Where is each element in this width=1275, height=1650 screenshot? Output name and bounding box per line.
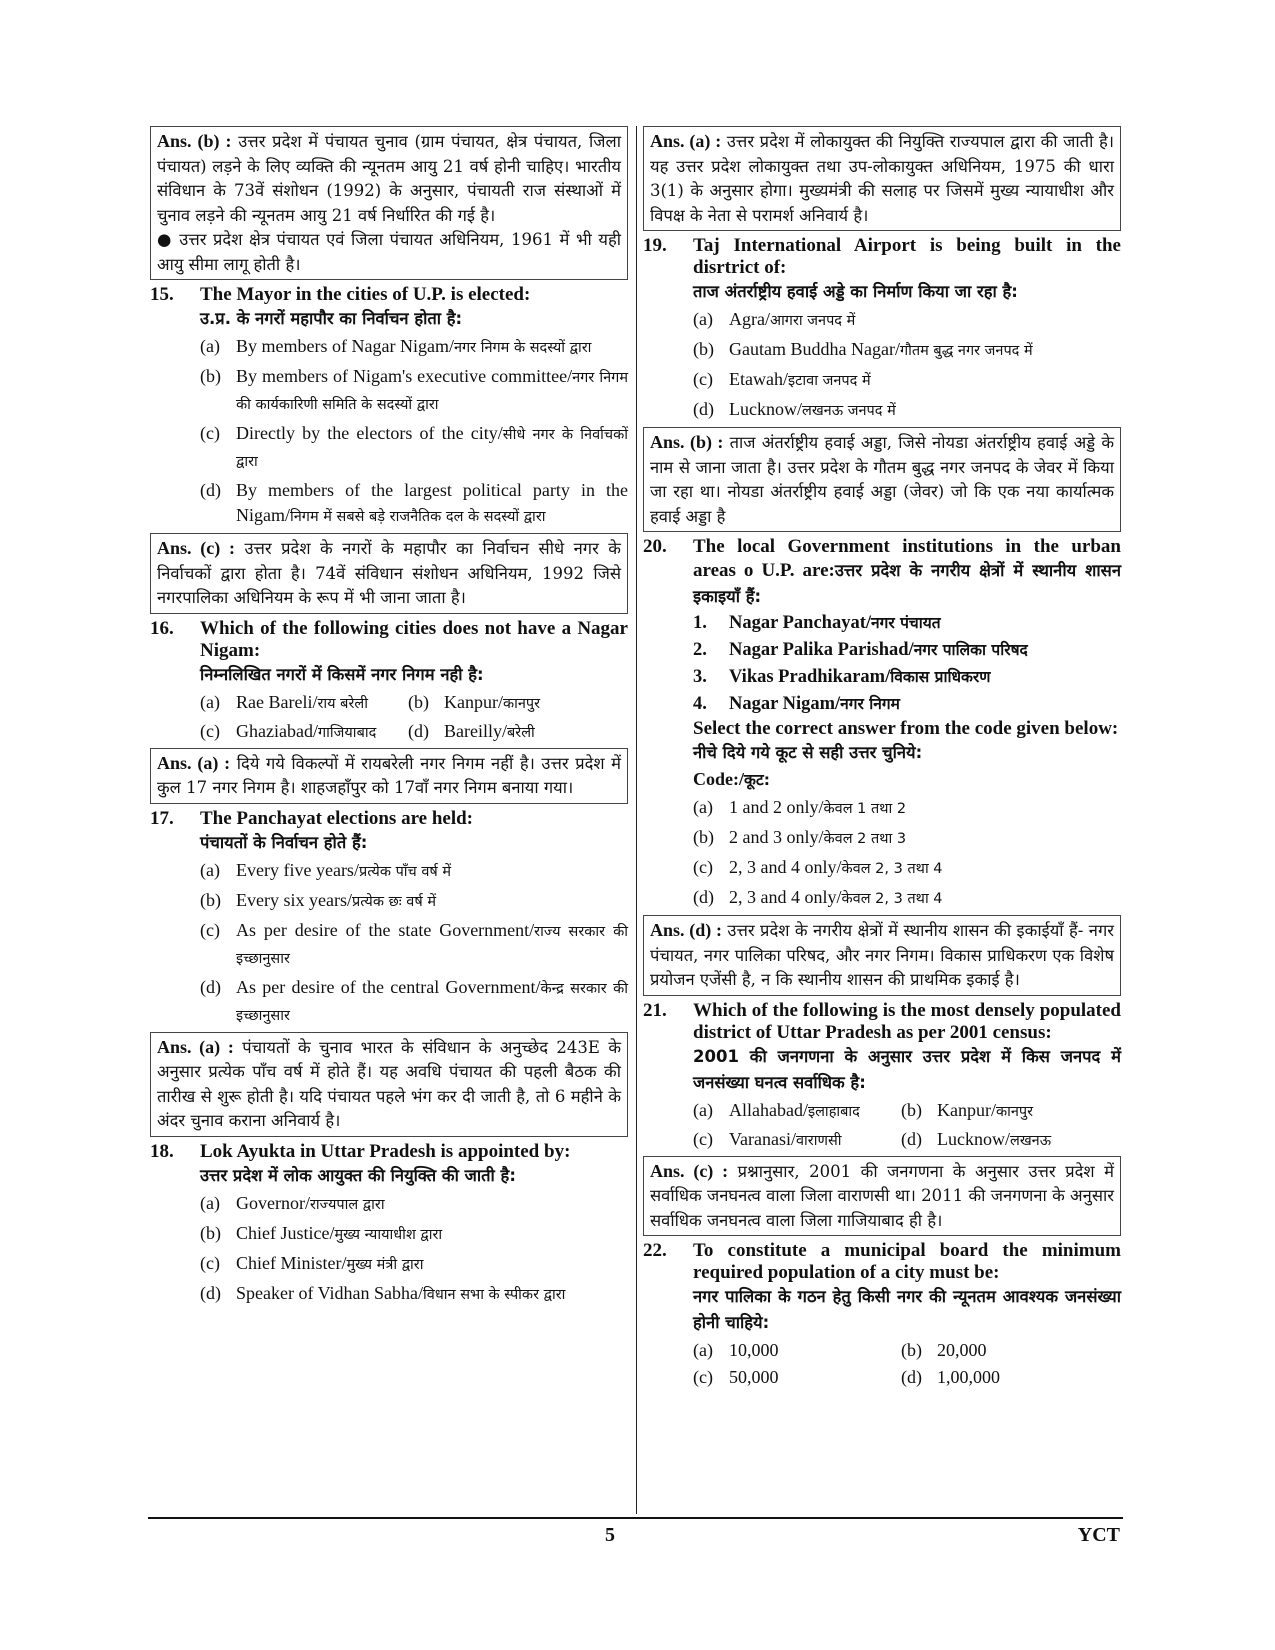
answer-box-18 xyxy=(643,126,1121,231)
option-hi: केवल 2 तथा 3 xyxy=(823,831,907,847)
option-a[interactable] xyxy=(200,1191,628,1218)
option-c[interactable]: 50,000 xyxy=(729,1367,779,1387)
question-number: 18. xyxy=(150,1140,174,1162)
option-en: Agra/ xyxy=(729,309,770,329)
option-key: (b) xyxy=(901,1099,922,1120)
option-key: (a) xyxy=(693,1340,713,1360)
option-en: By members of Nagar Nigam/ xyxy=(236,336,454,356)
question-text-en: Taj International Airport is being built in the disrtrict of: xyxy=(693,235,1121,278)
option-key: (d) xyxy=(200,480,221,500)
item-hi: नगर पालिका परिषद xyxy=(913,641,1028,659)
answer-box-19 xyxy=(643,427,1121,532)
option-c[interactable] xyxy=(200,421,628,475)
option-c[interactable] xyxy=(200,918,628,972)
option-d[interactable] xyxy=(693,885,1121,912)
option-en: As per desire of the central Government/ xyxy=(236,976,541,997)
option-d[interactable] xyxy=(200,478,628,530)
item-hi: नगर निगम xyxy=(840,695,900,713)
question-number: 17. xyxy=(150,807,174,829)
option-key: (b) xyxy=(693,827,714,847)
question-text-en-part: The local Government institutions in the urban areas o U.P. are: xyxy=(693,536,1121,581)
question-text-hi: उत्तर प्रदेश में लोक आयुक्त की नियुक्ति की जाती है: xyxy=(200,1165,516,1185)
option-hi: गौतम बुद्ध नगर जनपद में xyxy=(899,343,1033,359)
question-text-hi: नगर पालिका के गठन हेतु किसी नगर की न्यूनतम आवश्यक जनसंख्या होनी चाहिये: xyxy=(693,1287,1121,1332)
question-text-en: Lok Ayukta in Uttar Pradesh is appointed by: xyxy=(200,1140,571,1162)
answer-box-14 xyxy=(150,126,628,280)
option-d[interactable] xyxy=(200,975,628,1029)
answer-label: Ans. (c) : xyxy=(650,1160,729,1181)
answer-label: Ans. (a) : xyxy=(157,752,231,773)
option-hi: केवल 2, 3 तथा 4 xyxy=(841,861,943,877)
option-row xyxy=(693,1338,1121,1363)
option-key: (d) xyxy=(901,1128,922,1149)
item-en: Nagar Nigam/ xyxy=(729,694,841,714)
option-key: (b) xyxy=(408,691,429,712)
option-hi: केवल 2, 3 तथा 4 xyxy=(841,891,943,907)
answer-text: उत्तर प्रदेश में पंचायत चुनाव (ग्राम पंचायत, क्षेत्र पंचायत, जिला पंचायत) लड़ने के लिए व्यक्ति की न्यूनतम आयु 21 वर्ष होनी चाहिए। भारतीय संविधान के 73वें संशोधन (1992) के अनुसार, पंचायती राज संस्थाओं में चुनाव लड़ने की न्यूनतम आयु 21 वर्ष निर्धारित की गई है। xyxy=(157,132,621,225)
answer-box-20 xyxy=(643,915,1121,996)
question-text-en: Which of the following is the most densely populated district of Uttar Pradesh as per 2001 census: xyxy=(693,999,1121,1043)
option-b[interactable] xyxy=(200,1221,628,1248)
option-key: (a) xyxy=(200,336,220,356)
item-number: 4. xyxy=(693,694,707,714)
answer-box-15 xyxy=(150,533,628,614)
option-row xyxy=(693,1127,1121,1154)
option-a[interactable] xyxy=(200,334,628,361)
question-21 xyxy=(643,1000,1121,1156)
publisher-brand: YCT xyxy=(1077,1524,1120,1546)
option-c[interactable] xyxy=(693,855,1121,882)
option-d[interactable] xyxy=(444,719,628,746)
option-en: Ghaziabad/ xyxy=(236,720,318,741)
option-c[interactable] xyxy=(729,1127,901,1154)
option-en: Lucknow/ xyxy=(937,1128,1010,1149)
option-key: (b) xyxy=(200,889,221,910)
option-hi: सीधे नगर के निर्वाचकों द्वारा xyxy=(236,427,628,470)
option-en: Gautam Buddha Nagar/ xyxy=(729,339,900,359)
answer-text: उत्तर प्रदेश के नगरीय क्षेत्रों में स्थानीय शासन की इकाईयाँ हैं- नगर पंचायत, नगर पालिका परिषद, और नगर निगम। विकास प्राधिकरण एक विशेष प्रयोजन एजेंसी है, न कि स्थानीय शासन की प्राथमिक इकाई है। xyxy=(650,921,1114,989)
option-hi: निगम में सबसे बड़े राजनैतिक दल के सदस्यों द्वारा xyxy=(290,509,546,525)
option-hi: मुख्य न्यायाधीश द्वारा xyxy=(334,1226,443,1243)
option-hi: इलाहाबाद xyxy=(807,1103,860,1120)
option-hi: नगर निगम की कार्यकारिणी समिति के सदस्यों द्वारा xyxy=(236,370,629,413)
question-17 xyxy=(150,808,628,1032)
option-en: Chief Justice/ xyxy=(236,1222,335,1243)
answer-box-21 xyxy=(643,1156,1121,1237)
option-en: 1 and 2 only/ xyxy=(729,797,824,817)
answer-label: Ans. (c) : xyxy=(157,538,235,558)
answer-label: Ans. (b) : xyxy=(650,432,724,452)
list-item xyxy=(693,637,1121,664)
question-text-en: The Mayor in the cities of U.P. is elected: xyxy=(200,284,531,305)
question-text-hi: पंचायतों के निर्वाचन होते हैं: xyxy=(200,832,368,852)
option-hi: गाजियाबाद xyxy=(317,724,377,741)
option-en: Varanasi/ xyxy=(729,1128,796,1149)
option-a[interactable] xyxy=(236,690,408,717)
option-hi: लखनऊ xyxy=(1009,1132,1052,1149)
option-a[interactable] xyxy=(729,1098,901,1125)
item-number: 2. xyxy=(693,640,707,660)
option-row xyxy=(693,1365,1121,1390)
option-key: (d) xyxy=(901,1367,922,1387)
option-hi: लखनऊ जनपद में xyxy=(801,403,896,419)
option-hi: राज्य सरकार की इच्छानुसार xyxy=(236,923,628,967)
option-hi: केवल 1 तथा 2 xyxy=(823,801,907,817)
option-key: (a) xyxy=(200,691,220,712)
option-b[interactable] xyxy=(444,690,628,717)
option-key: (b) xyxy=(901,1340,922,1360)
option-hi: राज्यपाल द्वारा xyxy=(309,1196,385,1213)
question-number: 22. xyxy=(643,1240,667,1261)
answer-box-17 xyxy=(150,1032,628,1137)
answer-text: दिये गये विकल्पों में रायबरेली नगर निगम नहीं है। उत्तर प्रदेश में कुल 17 नगर निगम है। शाहजहाँपुर को 17वाँ नगर निगम बनाया गया। xyxy=(157,753,622,797)
answer-text: पंचायतों के चुनाव भारत के संविधान के अनुच्छेद 243E के अनुसार प्रत्येक पाँच वर्ष में होते हैं। यह अवधि पंचायत की पहली बैठक की तारीख से शुरू होती है। यदि पंचायत पहले भंग कर दी जाती है, तो 6 महीने के अंदर चुनाव कराना अनिवार्य है। xyxy=(157,1037,621,1130)
question-number: 16. xyxy=(150,617,174,639)
option-row xyxy=(200,690,628,717)
left-column xyxy=(150,126,628,1311)
code-label xyxy=(693,766,1121,793)
option-key: (d) xyxy=(200,1282,221,1303)
option-hi: नगर निगम के सदस्यों द्वारा xyxy=(453,340,592,356)
option-a[interactable]: 10,000 xyxy=(729,1340,779,1360)
option-en: 2 and 3 only/ xyxy=(729,827,824,847)
question-16 xyxy=(150,618,628,748)
option-b[interactable] xyxy=(200,888,628,915)
question-text-en xyxy=(693,536,1121,610)
option-en: Speaker of Vidhan Sabha/ xyxy=(236,1282,424,1303)
option-key: (d) xyxy=(693,887,714,907)
option-hi: बरेली xyxy=(506,724,535,741)
option-en: Directly by the electors of the city/ xyxy=(236,423,503,443)
option-en: By members of Nigam's executive committee/ xyxy=(236,366,573,386)
option-en: As per desire of the state Government/ xyxy=(236,919,535,940)
option-d[interactable] xyxy=(200,1281,628,1308)
answer-text: ताज अंतर्राष्ट्रीय हवाई अड्डा, जिसे नोयडा अंतर्राष्ट्रीय हवाई अड्डे के नाम से जाना जाता है। उत्तर प्रदेश के गौतम बुद्ध नगर जनपद के जेवर में किया जा रहा था। नोयडा अंतर्राष्ट्रीय हवाई अड्डा (जेवर) जो कि एक नया कार्यात्मक हवाई अड्डा है xyxy=(650,433,1114,526)
answer-text: प्रश्नानुसार, 2001 की जनगणना के अनुसार उत्तर प्रदेश में सर्वाधिक जनघनत्व वाला जिला वाराणसी था। 2011 की जनगणना के अनुसार सर्वाधिक जनघनत्व वाला जिला गाजियाबाद ही है। xyxy=(650,1161,1114,1230)
option-en: Governor/ xyxy=(236,1192,310,1213)
question-number: 21. xyxy=(643,999,667,1021)
item-en: Vikas Pradhikaram/ xyxy=(729,667,891,687)
option-key: (c) xyxy=(693,369,713,389)
option-key: (a) xyxy=(693,309,713,329)
option-hi: राय बरेली xyxy=(317,695,368,712)
option-hi: प्रत्येक छः वर्ष में xyxy=(351,893,437,910)
answer-label: Ans. (a) : xyxy=(650,131,722,151)
list-item xyxy=(693,691,1121,718)
option-key: (a) xyxy=(693,1099,713,1120)
footer-rule xyxy=(148,1517,1123,1519)
option-row xyxy=(693,1098,1121,1125)
item-en: Nagar Palika Parishad/ xyxy=(729,640,914,660)
answer-box-16 xyxy=(150,748,628,804)
list-item xyxy=(693,610,1121,637)
question-number: 15. xyxy=(150,284,174,305)
option-hi: विधान सभा के स्पीकर द्वारा xyxy=(423,1286,566,1303)
option-key: (c) xyxy=(200,720,220,741)
option-c[interactable] xyxy=(693,367,1121,394)
option-row xyxy=(200,719,628,746)
option-a[interactable] xyxy=(200,858,628,885)
option-key: (d) xyxy=(693,399,714,419)
item-hi: नगर पंचायत xyxy=(871,614,941,632)
item-number: 3. xyxy=(693,667,707,687)
question-text-hi: निम्नलिखित नगरों में किसमें नगर निगम नही है: xyxy=(200,664,484,684)
option-key: (c) xyxy=(200,423,220,443)
question-text-hi: ताज अंतर्राष्ट्रीय हवाई अड्डे का निर्माण किया जा रहा है: xyxy=(693,282,1018,301)
option-hi: मुख्य मंत्री द्वारा xyxy=(346,1256,424,1273)
option-key: (c) xyxy=(693,1367,713,1387)
answer-text: उत्तर प्रदेश में लोकायुक्त की नियुक्ति राज्यपाल द्वारा की जाती है। यह उत्तर प्रदेश लोकायुक्त तथा उप-लोकायुक्त अधिनियम, 1975 की धारा 3(1) के अनुसार होगा। मुख्यमंत्री की सलाह पर जिसमें मुख्य न्यायाधीश और विपक्ष के नेता से परामर्श अनिवार्य है। xyxy=(650,132,1114,225)
item-en: Nagar Panchayat/ xyxy=(729,613,872,633)
code-label-hi: कूट: xyxy=(744,771,770,789)
option-b[interactable] xyxy=(200,364,628,418)
option-d[interactable]: 1,00,000 xyxy=(937,1367,1000,1387)
answer-bullet: ● उत्तर प्रदेश क्षेत्र पंचायत एवं जिला पंचायत अधिनियम, 1961 में भी यही आयु सीमा लागू होती है। xyxy=(157,230,621,274)
select-instruction-hi: नीचे दिये गये कूट से सही उत्तर चुनिये: xyxy=(693,743,923,762)
option-key: (b) xyxy=(693,339,714,359)
question-text-hi: उत्तर प्रदेश के नगरीय क्षेत्रों में स्थानीय शासन इकाइयाँ हैं: xyxy=(693,561,1121,606)
option-en: Kanpur/ xyxy=(444,691,503,712)
question-number: 19. xyxy=(643,235,667,256)
option-d[interactable] xyxy=(693,397,1121,424)
option-hi: केन्द्र सरकार की इच्छानुसार xyxy=(236,980,628,1024)
option-key: (c) xyxy=(200,919,220,940)
question-20 xyxy=(643,536,1121,915)
select-instruction-en: Select the correct answer from the code given below: xyxy=(693,718,1119,739)
list-item xyxy=(693,664,1121,691)
answer-label: Ans. (a) : xyxy=(157,1036,234,1057)
answer-text: उत्तर प्रदेश के नगरों के महापौर का निर्वाचन सीधे नगर के निर्वाचकों द्वारा होता है। 74वें संविधान संशोधन अधिनियम, 1992 जिसे नगरपालिका अधिनियम के रूप में भी जाना जाता है। xyxy=(157,539,621,607)
question-text-en: Which of the following cities does not have a Nagar Nigam: xyxy=(200,617,628,661)
option-en: By members of the largest political party in the Nigam/ xyxy=(236,480,628,525)
option-b[interactable] xyxy=(693,337,1121,364)
question-text-hi: 2001 की जनगणना के अनुसार उत्तर प्रदेश में किस जनपद में जनसंख्या घनत्व सर्वाधिक है: xyxy=(693,1046,1121,1092)
option-en: 2, 3 and 4 only/ xyxy=(729,887,842,907)
option-en: Every six years/ xyxy=(236,889,352,910)
right-column xyxy=(643,126,1121,1392)
question-15 xyxy=(150,284,628,533)
option-en: Lucknow/ xyxy=(729,399,802,419)
question-text-hi: उ.प्र. के नगरों महापौर का निर्वाचन होता है: xyxy=(200,309,463,328)
option-key: (a) xyxy=(200,1192,220,1213)
option-en: Allahabad/ xyxy=(729,1099,808,1120)
option-hi: कानपुर xyxy=(995,1103,1034,1120)
option-hi: इटावा जनपद में xyxy=(787,373,871,389)
option-key: (b) xyxy=(200,1222,221,1243)
option-b[interactable]: 20,000 xyxy=(937,1340,987,1360)
option-en: Etawah/ xyxy=(729,369,788,389)
option-en: Kanpur/ xyxy=(937,1099,996,1120)
option-en: Rae Bareli/ xyxy=(236,691,318,712)
option-key: (a) xyxy=(200,859,220,880)
option-a[interactable] xyxy=(693,307,1121,334)
option-b[interactable] xyxy=(693,825,1121,852)
option-en: Bareilly/ xyxy=(444,720,507,741)
option-key: (a) xyxy=(693,797,713,817)
option-key: (b) xyxy=(200,366,221,386)
option-a[interactable] xyxy=(693,795,1121,822)
question-18 xyxy=(150,1141,628,1311)
question-22 xyxy=(643,1240,1121,1392)
option-hi: कानपुर xyxy=(502,695,541,712)
option-en: Every five years/ xyxy=(236,859,359,880)
option-key: (c) xyxy=(693,857,713,877)
option-d[interactable] xyxy=(937,1127,1121,1154)
option-en: 2, 3 and 4 only/ xyxy=(729,857,842,877)
option-en: Chief Minister/ xyxy=(236,1252,347,1273)
question-19 xyxy=(643,235,1121,427)
question-number: 20. xyxy=(643,536,667,557)
option-key: (d) xyxy=(408,720,429,741)
option-c[interactable] xyxy=(200,1251,628,1278)
question-text-en: The Panchayat elections are held: xyxy=(200,807,474,829)
item-number: 1. xyxy=(693,613,707,633)
page-number: 5 xyxy=(605,1524,615,1546)
code-label-en: Code:/ xyxy=(693,769,744,789)
item-hi: विकास प्राधिकरण xyxy=(890,668,991,686)
answer-label: Ans. (b) : xyxy=(157,131,232,151)
option-key: (c) xyxy=(693,1128,713,1149)
option-b[interactable] xyxy=(937,1098,1121,1125)
option-hi: वाराणसी xyxy=(795,1132,842,1149)
answer-label: Ans. (d) : xyxy=(650,920,722,940)
column-divider xyxy=(636,126,637,1514)
option-hi: प्रत्येक पाँच वर्ष में xyxy=(358,863,452,880)
option-hi: आगरा जनपद में xyxy=(769,313,856,329)
option-c[interactable] xyxy=(236,719,408,746)
option-key: (c) xyxy=(200,1252,220,1273)
question-text-en: To constitute a municipal board the minimum required population of a city must be: xyxy=(693,1240,1121,1283)
option-key: (d) xyxy=(200,976,221,997)
